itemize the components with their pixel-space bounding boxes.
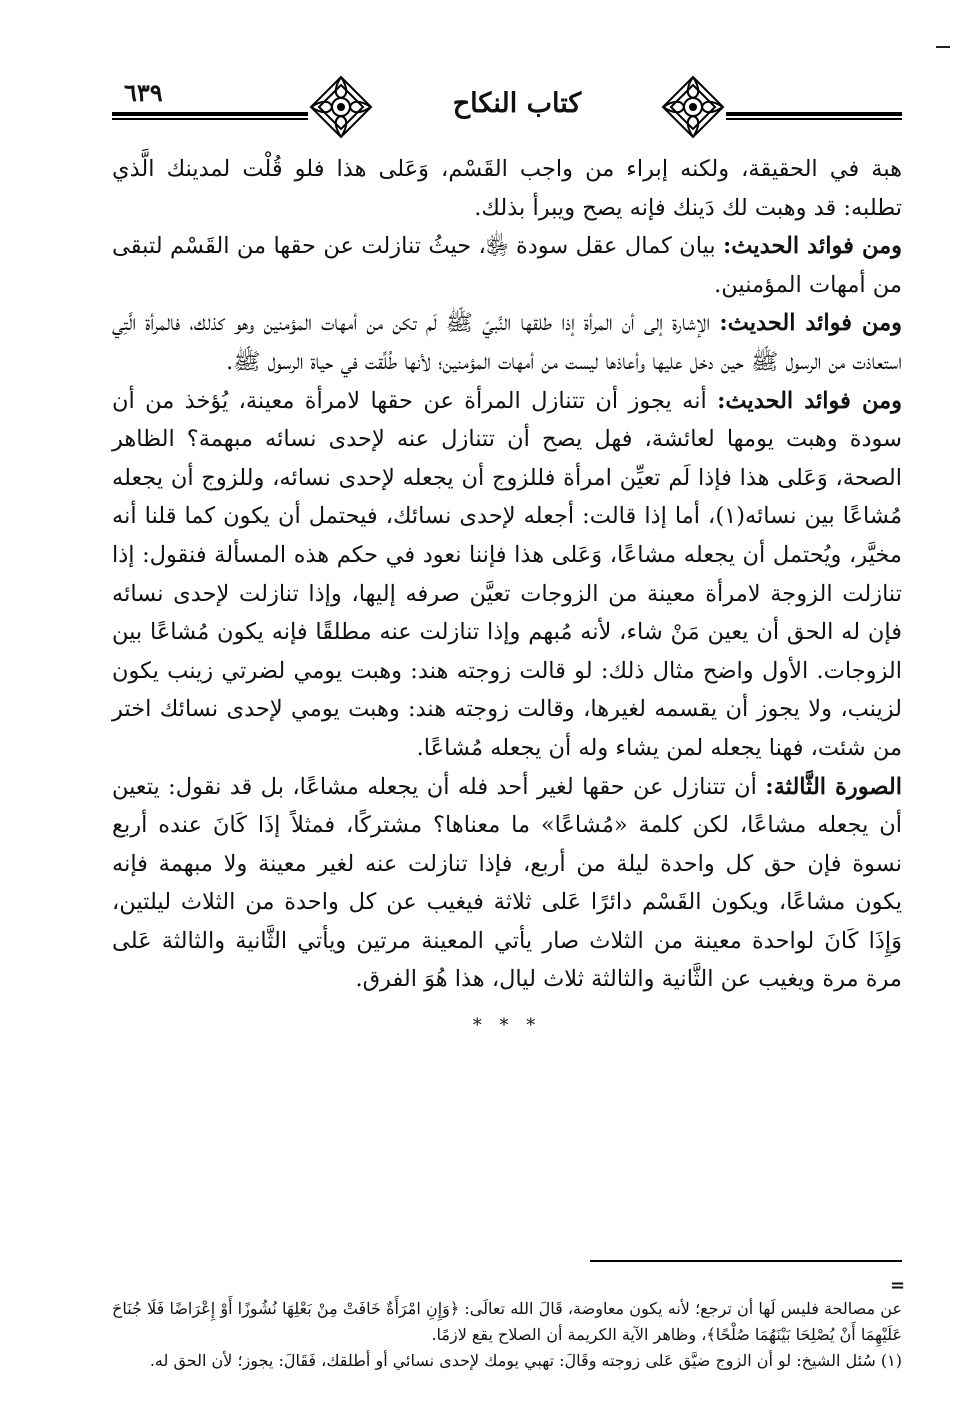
paragraph-text: الإشارة إلى أن المرأة إذا طلقها النَّبيّ ﷺ لَم تكن من أمهات المؤمنين وهو كذلك، فالمرأة الَّتِي استعاذت من الرسول ﷺ حين دخل عليها وأعاذها ليست من أمهات المؤمنين؛ لأنها طُلِّقت في حياة الرسول ﷺ. [112,310,902,375]
paragraph-text: هبة في الحقيقة، ولكنه إبراء من واجب القَسْم، وَعَلى هذا فلو قُلْت لمدينك الَّذي تطلبه: قد وهبت لك دَينك فإنه يصح ويبرأ بذلك. [112,156,902,221]
paragraph-text: أن تتنازل عن حقها لغير أحد فله أن يجعله مشاعًا، بل قد نقول: يتعين أن يجعله مشاعًا، لكن كلمة «مُشاعًا» ما معناها؟ مشتركًا، فمثلاً إذَا كَانَ عنده أربع نسوة فإن حق كل واحدة ليلة من أربع، فإذا تنازلت عنه لغير معينة ولا مبهمة فإنه يكون مشاعًا، ويكون القَسْم دائرًا عَلى ثلاثة فيغيب عن كل واحدة من الثلاث ليلتين، وَإِذَا كَانَ لواحدة معينة من الثلاث صار يأتي المعينة مرتين ويأتي الثَّانية والثالثة عَلى مرة مرة ويغيب عن الثَّانية والثالثة ثلاث ليال، هذا هُوَ الفرق. [112,773,902,993]
paragraph-text: أنه يجوز أن تتنازل المرأة عن حقها لامرأة معينة، يُؤخذ من أن سودة وهبت يومها لعائشة، فهل يصح أن تتنازل عنه لإحدى نسائه مبهمة؟ الظاهر الصحة، وَعَلى هذا فإذا لَم تعيِّن امرأة فللزوج أن يجعله لإحدى نسائه، وللزوج أن يجعله مُشاعًا بين نسائه(١)، أما إذا قالت: أجعله لإحدى نسائك، فيحتمل أن يكون كما قلنا أنه مخيَّر، ويُحتمل أن يجعله مشاعًا، وَعَلى هذا فإننا نعود في حكم هذه المسألة فنقول: إذا تنازلت الزوجة لامرأة معينة من الزوجات تعيَّن صرفه إليها، وإذا تنازلت لإحدى نسائه فإن له الحق أن يعين مَنْ شاء، لأنه مُبهم وإذا تنازلت عنه مطلقًا فإنه يكون مُشاعًا بين الزوجات. الأول واضح مثال ذلك: لو قالت زوجته هند: وهبت يومي لضرتي زينب يكون لزينب، ولا يجوز أن يقسمه لغيرها، وقالت زوجته هند: وهبت يومي لإحدى نسائك اختر من شئت، فهنا يجعله لمن يشاء وله أن يجعله مُشاعًا. [112,387,902,761]
paragraph-text: بيان كمال عقل سودة ﵂، حيثُ تنازلت عن حقها من القَسْم لتبقى من أمهات المؤمنين. [112,233,902,298]
corner-mark [936,46,950,48]
paragraph-lead: الصورة الثَّالثة: [765,773,902,800]
header-ornament-right-icon [660,74,726,140]
chapter-title: كتاب النكاح [374,88,660,123]
page-header [112,74,902,144]
footnote-rule [590,1260,902,1262]
section-separator: * * * [472,1015,542,1037]
paragraph [112,227,902,304]
main-text [112,150,902,1046]
paragraph-lead: ومن فوائد الحديث: [719,310,902,337]
paragraph [112,768,902,1000]
paragraph [112,150,902,227]
footnote: (١) سُئل الشيخ: لو أن الزوج ضيَّق عَلى زوجته وقَالَ: تهبي يومك لإحدى نسائي أو أطلقك، فَقَالَ: يجوز؛ لأن الحق له. [149,1351,902,1370]
paragraph [112,382,902,768]
page-number: ٦٣٩ [120,78,167,107]
paragraph-lead: ومن فوائد الحديث: [723,233,902,260]
header-ornament-left-icon [308,74,374,140]
footnotes [112,1296,902,1374]
footnote: عن مصالحة فليس لَها أن ترجع؛ لأنه يكون معاوضة، قَالَ الله تعالَى: ﴿وَإِنِ امْرَأَةٌ خَافَتْ مِنْ بَعْلِهَا نُشُوزًا أَوْ إِعْرَاضًا فَلَا جُنَاحَ عَلَيْهِمَا أَنْ يُصْلِحَا بَيْنَهُمَا صُلْحًا﴾، وظاهر الآية الكريمة أن الصلاح يقع لازمًا. [112,1299,902,1344]
paragraph-lead: ومن فوائد الحديث: [717,387,902,414]
footnote-continuation-mark: = [890,1275,906,1296]
paragraph [112,304,902,381]
